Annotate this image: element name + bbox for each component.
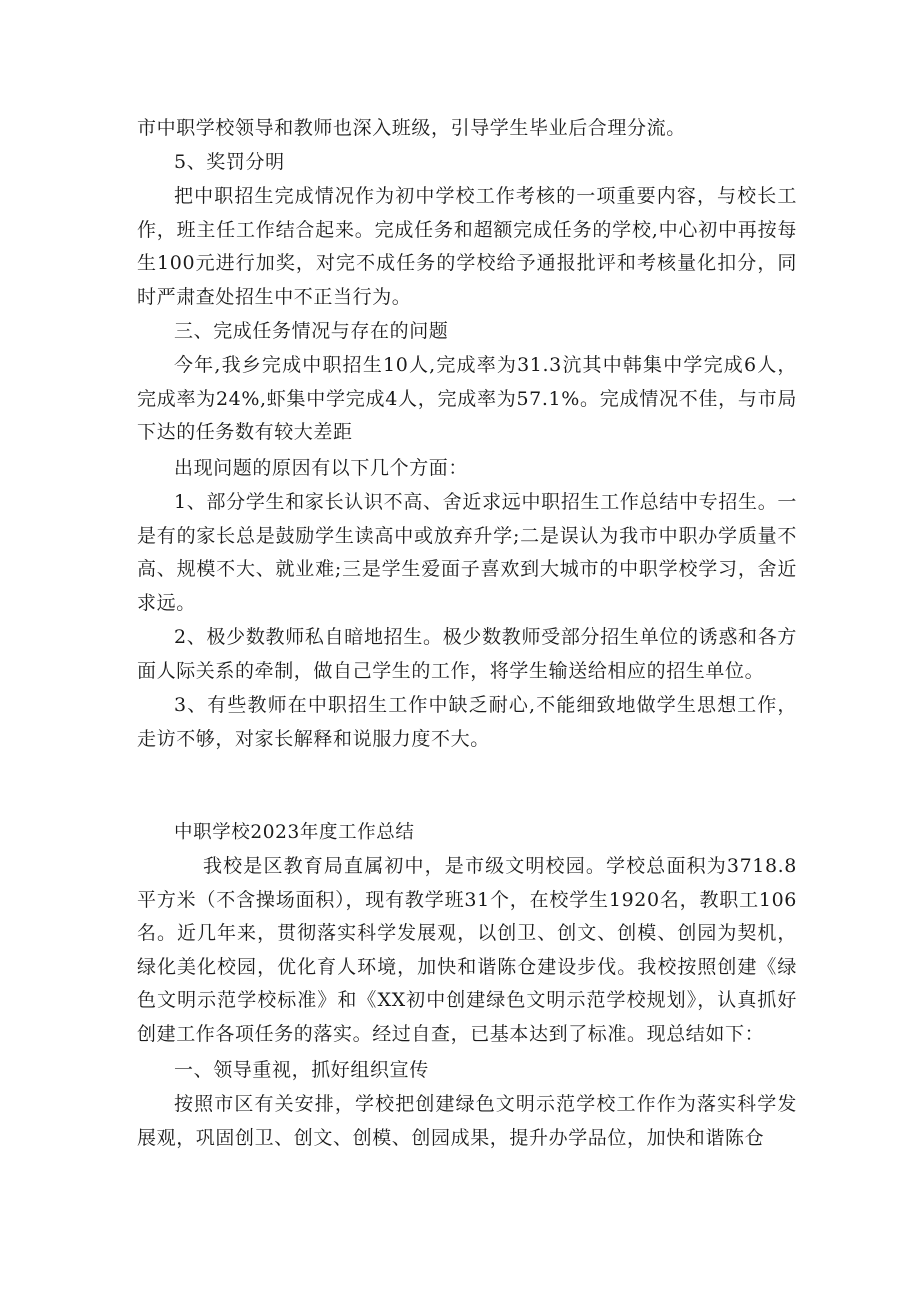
paragraph-rewards: 把中职招生完成情况作为初中学校工作考核的一项重要内容，与校长工作，班主任工作结合起来。完成任务和超额完成任务的学校,中心初中再按每生100元进行加奖，对完不成任务的学校给予通报批评和考核量化扣分，同时严肃查处招生中不正当行为。 — [137, 185, 797, 308]
heading-rewards: 5、奖罚分明 — [174, 151, 285, 173]
paragraph-leadership: 按照市区有关安排，学校把创建绿色文明示范学校工作作为落实科学发展观，巩固创卫、创文、创模、创园成果，提升办学品位，加快和谐陈仓 — [137, 1093, 797, 1149]
paragraph-reason-2: 2、极少数教师私自暗地招生。极少数教师受部分招生单位的诱惑和各方面人际关系的牵制，做自己学生的工作，将学生输送给相应的招生单位。 — [137, 626, 797, 682]
paragraph-intro: 我校是区教育局直属初中，是市级文明校园。学校总面积为3718.8平方米（不含操场面积），现有教学班31个，在校学生1920名，教职工106名。近几年来，贯彻落实科学发展观，以创卫、创文、创模、创园为契机，绿化美化校园，优化育人环境，加快和谐陈仓建设步伐。我校按照创建《绿色文明示范学校标准》和《XX初中创建绿色文明示范学校规划》，认真抓好创建工作各项任务的落实。经过自查，已基本达到了标准。现总结如下： — [137, 855, 797, 1045]
document-title: 中职学校2023年度工作总结 — [174, 822, 415, 843]
paragraph-reason-3: 3、有些教师在中职招生工作中缺乏耐心,不能细致地做学生思想工作，走访不够，对家长解释和说服力度不大。 — [137, 694, 797, 750]
paragraph-reason-1: 1、部分学生和家长认识不高、舍近求远中职招生工作总结中专招生。一是有的家长总是鼓励学生读高中或放弃升学;二是误认为我市中职办学质量不高、规模不大、就业难;三是学生爱面子喜欢到大城市的中职学校学习，舍近求远。 — [137, 491, 797, 614]
heading-section-one: 一、领导重视，抓好组织宣传 — [174, 1059, 429, 1081]
paragraph-status: 今年,我乡完成中职招生10人,完成率为31.3沆其中韩集中学完成6人，完成率为24%,虾集中学完成4人，完成率为57.1%。完成情况不佳，与市局下达的任务数有较大差距 — [137, 354, 797, 443]
document-page — [137, 0, 797, 1301]
heading-section-three: 三、完成任务情况与存在的问题 — [174, 320, 449, 342]
paragraph-reasons-intro: 出现问题的原因有以下几个方面： — [174, 457, 469, 479]
paragraph-continued: 市中职学校领导和教师也深入班级，引导学生毕业后合理分流。 — [137, 117, 686, 139]
